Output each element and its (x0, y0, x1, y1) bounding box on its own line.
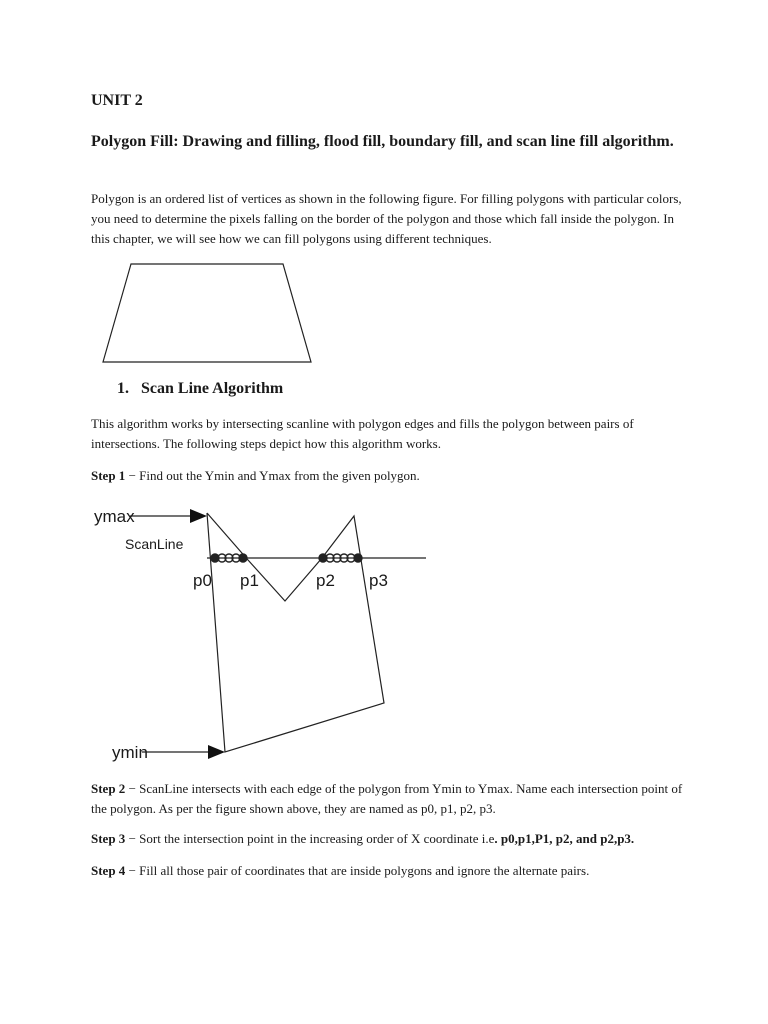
section-title: Scan Line Algorithm (141, 380, 284, 397)
ymax-label: ymax (94, 507, 135, 526)
unit-heading: UNIT 2 (91, 92, 143, 109)
point-label-p1: p1 (240, 571, 259, 590)
step-4 (91, 861, 691, 881)
page-title: Polygon Fill: Drawing and filling, flood fill, boundary fill, and scan line fill algorithm. (91, 133, 674, 150)
step-3-text: − Sort the intersection point in the increasing order of X coordinate i.e (125, 831, 495, 846)
step-1-text: − Find out the Ymin and Ymax from the given polygon. (125, 468, 420, 483)
step-1-label: Step 1 (91, 468, 126, 483)
step-3 (91, 829, 691, 849)
scanline-label: ScanLine (125, 536, 184, 552)
point-label-p2: p2 (316, 571, 335, 590)
point-label-p3: p3 (369, 571, 388, 590)
step-4-label: Step 4 (91, 863, 126, 878)
scanline-polygon (207, 513, 384, 752)
intro-paragraph: Polygon is an ordered list of vertices as shown in the following figure. For filling polygons with particular colors, you need to determine the pixels falling on the border of the polygon and those which fall inside the polygon. In this chapter, we will see how we can fill polygons using different techniques. (91, 191, 682, 246)
ymin-label: ymin (112, 743, 148, 762)
section-intro-paragraph: This algorithm works by intersecting scanline with polygon edges and fills the polygon between pairs of intersections. The following steps depict how this algorithm works. (91, 416, 634, 451)
ymin-arrowhead (208, 745, 225, 759)
fill-pixels-p2-p3 (319, 554, 362, 562)
ymax-arrowhead (190, 509, 207, 523)
step-2-label: Step 2 (91, 781, 126, 796)
section-number: 1. (117, 380, 129, 397)
step-2-text: − ScanLine intersects with each edge of the polygon from Ymin to Ymax. Name each intersection point of the polygon. As per the figure shown above, they are named as p0, p1, p2, p3. (91, 781, 683, 816)
step-3-bold-tail: . p0,p1,P1, p2, and p2,p3. (494, 831, 635, 846)
step-2 (91, 779, 691, 819)
step-3-label: Step 3 (91, 831, 126, 846)
point-label-p0: p0 (193, 571, 212, 590)
step-4-text: − Fill all those pair of coordinates that are inside polygons and ignore the alternate pairs. (125, 863, 590, 878)
